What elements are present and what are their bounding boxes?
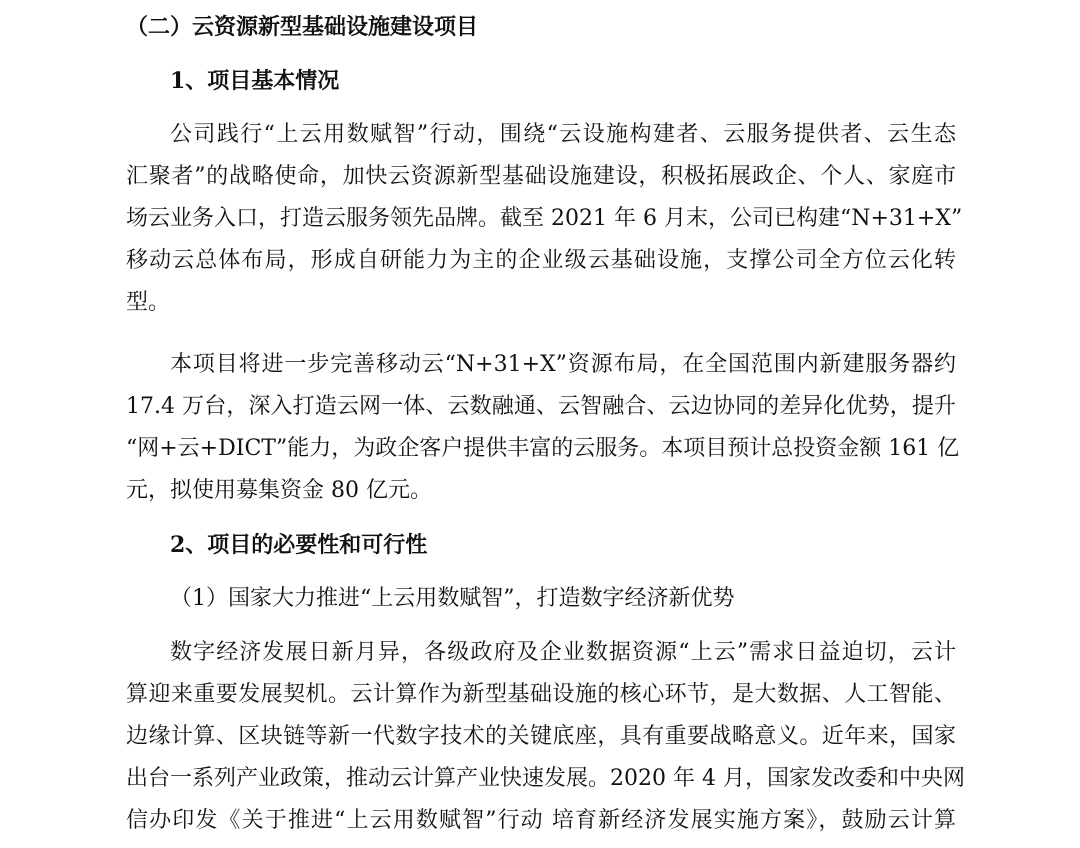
text-line: 型。 — [126, 290, 171, 315]
text-line: 17.4 万台，深入打造云网一体、云数融通、云智融合、云边协同的差异化优势，提升 — [126, 394, 956, 419]
text-line: “网+云+DICT”能力，为政企客户提供丰富的云服务。本项目预计总投资金额 161 亿 — [126, 436, 960, 461]
text-line: 出台一系列产业政策，推动云计算产业快速发展。2020 年 4 月，国家发改委和中央网 — [126, 766, 965, 791]
point-heading-national-policy: （1）国家大力推进“上云用数赋智”，打造数字经济新优势 — [170, 586, 735, 611]
subsection-heading-necessity: 2、项目的必要性和可行性 — [170, 532, 428, 558]
section-heading: （二）云资源新型基础设施建设项目 — [126, 14, 479, 40]
text-line: 场云业务入口，打造云服务领先品牌。截至 2021 年 6 月末，公司已构建“N+31+X” — [126, 206, 963, 231]
subsection-heading-basic-info: 1、项目基本情况 — [170, 68, 340, 94]
text-line: 汇聚者”的战略使命，加快云资源新型基础设施建设，积极拓展政企、个人、家庭市 — [126, 164, 956, 189]
text-line: 公司践行“上云用数赋智”行动，围绕“云设施构建者、云服务提供者、云生态 — [170, 122, 956, 147]
text-line: 数字经济发展日新月异，各级政府及企业数据资源“上云”需求日益迫切，云计 — [170, 640, 956, 665]
text-line: 信办印发《关于推进“上云用数赋智”行动 培育新经济发展实施方案》，鼓励云计算 — [126, 808, 956, 833]
text-line: 元，拟使用募集资金 80 亿元。 — [126, 478, 432, 503]
text-line: 算迎来重要发展契机。云计算作为新型基础设施的核心环节，是大数据、人工智能、 — [126, 682, 956, 707]
text-line: 本项目将进一步完善移动云“N+31+X”资源布局，在全国范围内新建服务器约 — [170, 352, 956, 377]
text-line: 边缘计算、区块链等新一代数字技术的关键底座，具有重要战略意义。近年来，国家 — [126, 724, 956, 749]
text-line: 移动云总体布局，形成自研能力为主的企业级云基础设施，支撑公司全方位云化转 — [126, 248, 956, 273]
